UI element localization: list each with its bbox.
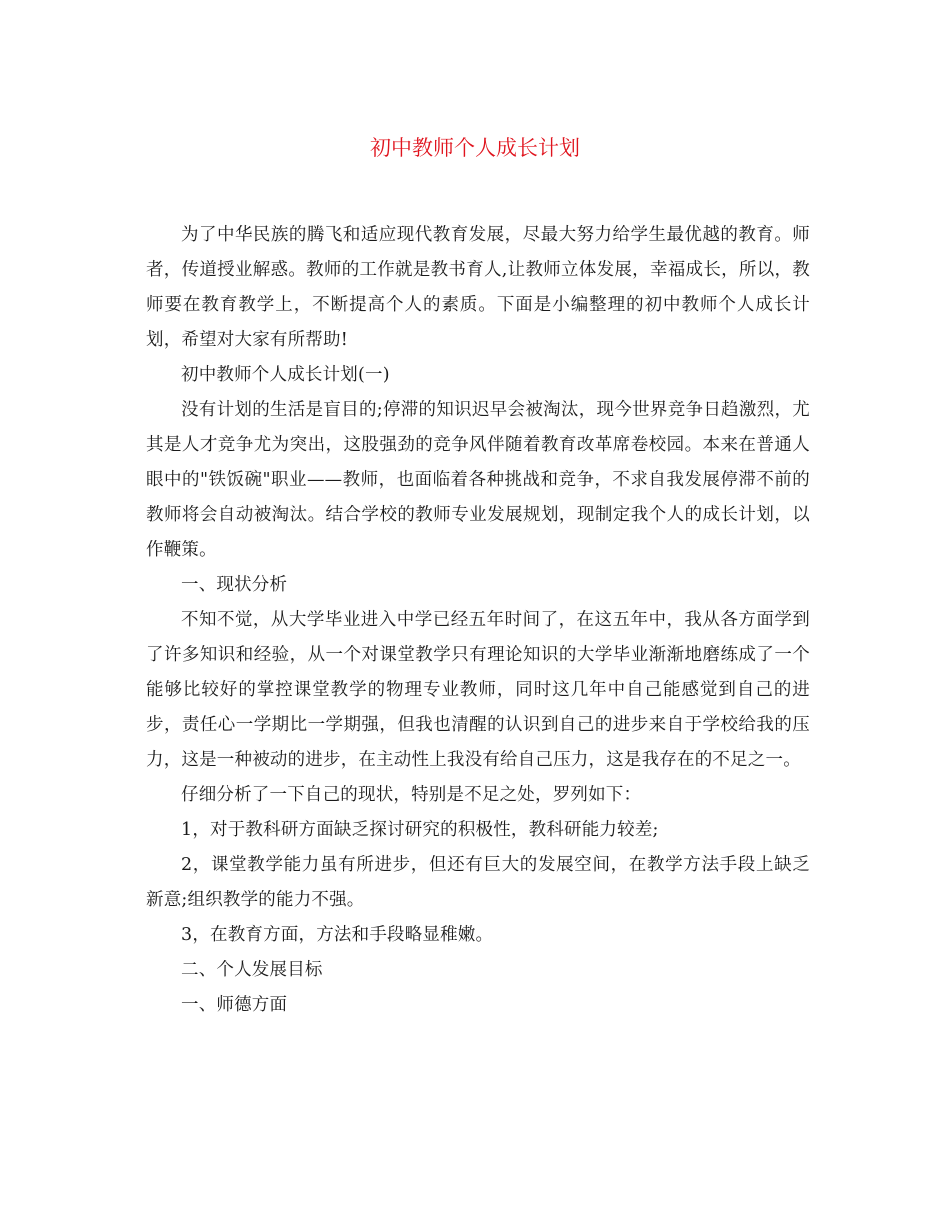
paragraph-background: 没有计划的生活是盲目的;停滞的知识迟早会被淘汰，现今世界竞争日趋激烈，尤其是人才竞争尤为突出，这股强劲的竞争风伴随着教育改革席卷校园。本来在普通人眼中的"铁饭碗"职业——教师，也面临着各种挑战和竞争，不求自我发展停滞不前的教师将会自动被淘汰。结合学校的教师专业发展规划，现制定我个人的成长计划，以作鞭策。	[146, 400, 810, 560]
paragraph-status: 不知不觉，从大学毕业进入中学已经五年时间了，在这五年中，我从各方面学到了许多知识和经验，从一个对课堂教学只有理论知识的大学毕业渐渐地磨练成了一个能够比较好的掌控课堂教学的物理专业教师，同时这几年中自己能感觉到自己的进步，责任心一学期比一学期强，但我也清醒的认识到自己的进步来自于学校给我的压力，这是一种被动的进步，在主动性上我没有给自己压力，这是我存在的不足之一。	[146, 610, 810, 770]
list-item-1: 1，对于教科研方面缺乏探讨研究的积极性，教科研能力较差;	[181, 820, 659, 840]
document-body	[146, 218, 810, 1023]
section-heading-plan-one: 初中教师个人成长计划(一)	[181, 365, 390, 385]
paragraph-intro: 为了中华民族的腾飞和适应现代教育发展，尽最大努力给学生最优越的教育。师者，传道授业解惑。教师的工作就是教书育人,让教师立体发展，幸福成长，所以，教师要在教育教学上，不断提高个人的素质。下面是小编整理的初中教师个人成长计划，希望对大家有所帮助!	[146, 225, 810, 350]
paragraph-shortcomings-intro: 仔细分析了一下自己的现状，特别是不足之处，罗列如下：	[181, 785, 642, 805]
list-item-2: 2，课堂教学能力虽有所进步，但还有巨大的发展空间，在教学方法手段上缺乏新意;组织教学的能力不强。	[146, 855, 810, 910]
list-item-3: 3，在教育方面，方法和手段略显稚嫩。	[181, 925, 494, 945]
section-heading-status-analysis: 一、现状分析	[181, 575, 288, 595]
section-heading-goals: 二、个人发展目标	[181, 960, 323, 980]
document-title: 初中教师个人成长计划	[370, 136, 580, 160]
subsection-heading-ethics: 一、师德方面	[181, 995, 288, 1015]
